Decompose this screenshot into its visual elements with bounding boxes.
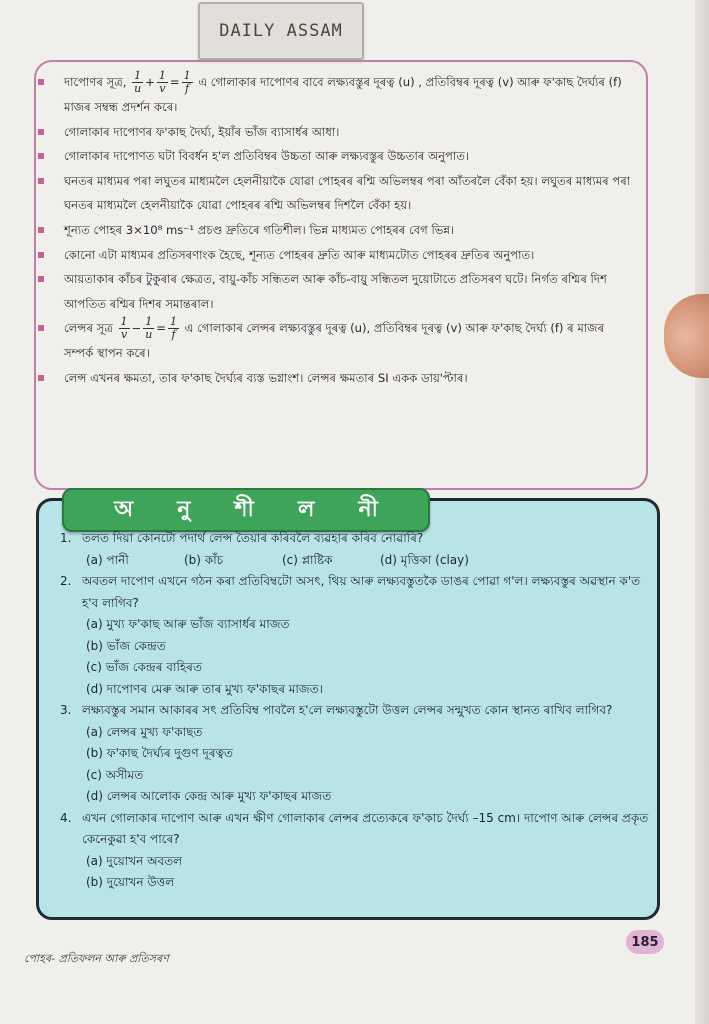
denominator: v [120, 328, 128, 342]
numerator: 1 [120, 315, 128, 329]
question [60, 700, 650, 808]
bullet-square-icon [38, 178, 44, 184]
question-text: এখন গোলাকাৰ দাপোণ আৰু এখন ক্ষীণ গোলাকাৰ লেন্সৰ প্ৰত্যেকৰে ফ'কাচ দৈৰ্ঘ্য –15 cm। দাপোণ আৰু লেন্সৰ প্ৰকৃত কেনেকুৱা হ'ব পাৰে? [82, 810, 649, 846]
summary-text: কোনো এটা মাধ্যমৰ প্ৰতিসৰণাংক হৈছে, শূন্যত পোহৰৰ দ্ৰুতি আৰু মাধ্যমটোত পোহৰৰ দ্ৰুতিৰ অনুপাত। [64, 247, 535, 262]
question-text: তলত দিয়া কোনটো পদাৰ্থ লেন্স তৈয়াৰ কৰিবলৈ ব্যৱহাৰ কৰিব নোৱাৰি? [82, 531, 424, 545]
formula-description: এ গোলাকাৰ লেন্সৰ লক্ষ্যবস্তুৰ দূৰত্ব (u), প্ৰতিবিম্বৰ দূৰত্ব (v) আৰু ফ'কাছ দৈৰ্ঘ্য (f) ৰ মাজৰ সম্পৰ্ক স্থাপন কৰে। [64, 321, 605, 361]
question-number: 3. [60, 703, 72, 717]
formula-intro: লেন্সৰ সূত্ৰ [64, 321, 117, 336]
answer-option: (c) প্লাষ্টিক [282, 552, 333, 567]
answer-option: (d) মৃত্তিকা (clay) [380, 552, 469, 567]
numerator: 1 [134, 69, 142, 82]
denominator: u [134, 82, 142, 95]
banner-letter: অ [114, 496, 134, 522]
chapter-footer: পোহৰ- প্ৰতিফলন আৰু প্ৰতিসৰণ [24, 952, 169, 965]
summary-text: গোলাকাৰ দাপোণৰ ফ'কাছ দৈৰ্ঘ্য, ইয়াঁৰ ভাঁজ ব্যাসাৰ্ধৰ আধা। [64, 124, 340, 139]
question-row [60, 700, 650, 722]
exercise-banner [62, 488, 430, 532]
summary-text: আয়তাকাৰ কাঁচৰ টুকুৰাৰ ক্ষেত্ৰত, বায়ু-কাঁচ সন্ধিতল আৰু কাঁচ-বায়ু সন্ধিতল দুয়োটাতে প্ৰতিসৰণ ঘটে। নিৰ্গত ৰশ্মিৰ দিশ আপতিত ৰশ্মিৰ দিশৰ সমান্তৰাল। [64, 272, 607, 311]
daily-assam-stamp: DAILY ASSAM [198, 2, 364, 60]
summary-text: ঘনতৰ মাধ্যমৰ পৰা লঘুতৰ মাধ্যমলৈ হেলনীয়াকৈ যোৱা পোহৰৰ ৰশ্মি অভিলম্বৰ পৰা আঁতৰলৈ বেঁকা হয়। লঘুতৰ মাধ্যমৰ পৰা ঘনতৰ মাধ্যমলৈ হেলনীয়াকৈ যোৱা পোহৰৰ ৰশ্মি অভিলম্বৰ দিশলৈ বেঁকা হয়। [64, 173, 631, 213]
answer-option: (c) ভাঁজ কেন্দ্ৰৰ বাহিৰত [86, 660, 202, 674]
question [60, 808, 650, 894]
equals-sign: = [156, 321, 166, 336]
page-number: 185 [626, 930, 664, 954]
answer-option: (a) দুয়োখন অবতল [86, 853, 183, 868]
answer-option: (b) দুয়োখন উত্তল [86, 875, 175, 889]
summary-text: শূন্যত পোহৰ 3×10⁸ ms⁻¹ প্ৰচণ্ড দ্ৰুতিৰে গতিশীল। ভিন্ন মাধ্যমত পোহৰৰ বেগ ভিন্ন। [64, 222, 455, 237]
formula-intro: দাপোণৰ সূত্ৰ, [64, 75, 131, 89]
denominator: u [145, 328, 153, 342]
denominator: f [185, 82, 190, 95]
fraction [168, 316, 179, 341]
fraction [132, 70, 143, 95]
question-number: 1. [60, 531, 72, 545]
bullet-square-icon [38, 375, 44, 381]
numerator: 1 [158, 69, 166, 82]
summary-item [36, 144, 636, 169]
bullet-square-icon [38, 129, 44, 135]
summary-text: গোলাকাৰ দাপোণত ঘটা বিবৰ্ধন হ'ল প্ৰতিবিম্বৰ উচ্চতা আৰু লক্ষ্যবস্তুৰ উচ্চতাৰ অনুপাত। [64, 149, 470, 164]
denominator: f [171, 328, 176, 342]
denominator: v [159, 82, 166, 95]
banner-letter: ল [297, 496, 315, 522]
answer-option: (a) পানী [86, 552, 129, 567]
question-text: অবতল দাপোণ এখনে গঠন কৰা প্ৰতিবিম্বটো অসৎ, থিয় আৰু লক্ষ্যবস্তুতকৈ ডাঙৰ পোৱা গ'ল। লক্ষ্যবস্তুৰ অৱস্থান ক'ত হ'ব লাগিব? [82, 574, 641, 610]
question-number: 2. [60, 574, 72, 588]
fraction [143, 316, 154, 341]
summary-item [36, 70, 636, 120]
question-row [60, 808, 650, 851]
summary-item [36, 169, 636, 218]
answer-option: (b) কাঁচ [184, 552, 224, 567]
formula [130, 69, 194, 95]
bullet-square-icon [38, 325, 44, 331]
formula [117, 315, 181, 342]
question-text: লক্ষ্যবস্তুৰ সমান আকাৰৰ সৎ প্ৰতিবিম্ব পাবলৈ হ'লে লক্ষ্যবস্তুটো উত্তল লেন্সৰ সন্মুখত কোন স্থানত ৰাখিব লাগিব? [82, 703, 613, 717]
fraction [119, 316, 130, 341]
summary-item [36, 366, 636, 391]
answer-option: (d) লেন্সৰ আলোক কেন্দ্ৰ আৰু মুখ্য ফ'কাছৰ মাজত [86, 789, 332, 803]
summary-item [36, 218, 636, 243]
question-number: 4. [60, 810, 72, 825]
question-row [60, 571, 650, 614]
summary-list [36, 70, 636, 391]
answer-option: (a) মুখ্য ফ'কাছ আৰু ভাঁজ ব্যাসাৰ্ধৰ মাজত [86, 617, 290, 631]
numerator: 1 [183, 69, 191, 82]
question [60, 528, 650, 571]
answer-option: (c) অসীমত [86, 767, 144, 782]
banner-letter: শী [234, 496, 254, 522]
summary-item [36, 120, 636, 145]
banner-letter: নী [358, 496, 378, 522]
question [60, 571, 650, 700]
thumb-photo [664, 294, 709, 378]
bullet-square-icon [38, 79, 44, 85]
answer-option: (b) ভাঁজ কেন্দ্ৰত [86, 638, 166, 653]
bullet-square-icon [38, 252, 44, 258]
question-row [60, 528, 650, 550]
bullet-square-icon [38, 276, 44, 282]
summary-item [36, 316, 636, 366]
summary-item [36, 267, 636, 316]
summary-item [36, 243, 636, 268]
summary-text: লেন্স এখনৰ ক্ষমতা, তাৰ ফ'কাছ দৈৰ্ঘ্যৰ ব্যস্ত ভগ্নাংশ। লেন্সৰ ক্ষমতাৰ SI একক ডায়'প্টাৰ। [64, 370, 468, 385]
banner-letter: নু [177, 496, 191, 522]
options-row [60, 550, 650, 572]
numerator: 1 [145, 315, 153, 329]
page-edge [695, 0, 709, 1024]
operator: + [145, 75, 155, 89]
formula-description: এ গোলাকাৰ দাপোণৰ বাবে লক্ষ্যবস্তুৰ দূৰত্ব (u) , প্ৰতিবিম্বৰ দূৰত্ব (v) আৰু ফ'কাছ দৈৰ্ঘ্যৰ (f) মাজৰ সম্বন্ধ প্ৰদৰ্শন কৰে। [64, 75, 622, 114]
fraction [157, 70, 168, 95]
numerator: 1 [169, 315, 177, 329]
answer-option: (b) ফ'কাছ দৈৰ্ঘ্যৰ দুগুণ দূৰত্বত [86, 746, 234, 760]
question-list [60, 528, 650, 894]
equals-sign: = [169, 75, 180, 89]
bullet-square-icon [38, 153, 44, 159]
operator: − [131, 321, 142, 336]
bullet-square-icon [38, 227, 44, 233]
answer-option: (a) লেন্সৰ মুখ্য ফ'কাছত [86, 724, 203, 739]
fraction [182, 70, 193, 95]
answer-option: (d) দাপোণৰ মেৰু আৰু তাৰ মুখ্য ফ'কাছৰ মাজত। [86, 681, 323, 696]
